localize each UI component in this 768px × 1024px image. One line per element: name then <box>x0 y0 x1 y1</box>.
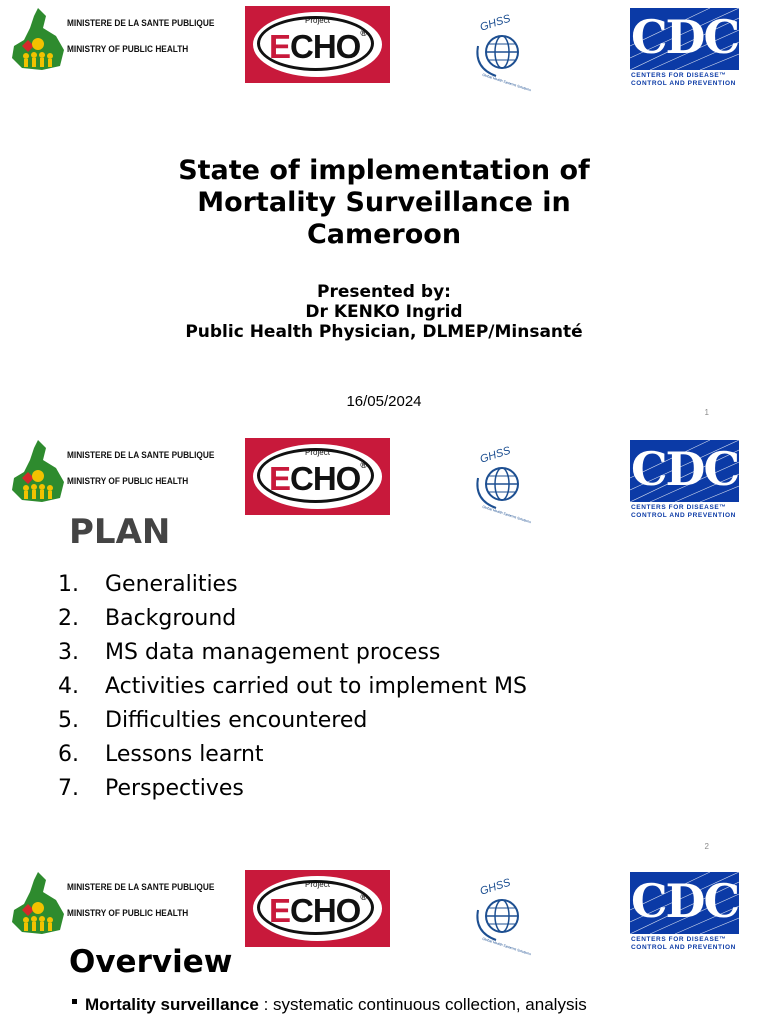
cdc-wordmark: CDC <box>630 874 739 928</box>
svg-text:Global Health Systems Solution: Global Health Systems Solutions <box>481 72 532 92</box>
plan-list <box>58 568 527 806</box>
list-item: 1. Generalities <box>58 572 238 597</box>
project-echo-logo <box>245 870 390 947</box>
slide-3 <box>0 864 768 1024</box>
cameroon-map-emblem <box>8 870 66 936</box>
list-item: 2. Background <box>58 606 237 631</box>
ministry-name-en: MINISTRY OF PUBLIC HEALTH <box>67 44 189 54</box>
cdc-subtitle-1: CENTERS FOR DISEASE™ <box>631 72 727 79</box>
cameroon-map-emblem <box>8 6 66 72</box>
ministry-logo <box>8 870 215 938</box>
svg-text:Global Health Systems Solution: Global Health Systems Solutions <box>481 936 532 956</box>
overview-title: Overview <box>69 944 233 980</box>
overview-bullet <box>72 995 587 1015</box>
cdc-subtitle-2: CONTROL AND PREVENTION <box>631 512 736 519</box>
ghss-globe-logo <box>466 6 544 92</box>
svg-text:GHSS: GHSS <box>478 876 512 898</box>
cdc-subtitle-1: CENTERS FOR DISEASE™ <box>631 936 727 943</box>
cdc-wordmark: CDC <box>630 10 739 64</box>
ministry-name-fr: MINISTERE DE LA SANTE PUBLIQUE <box>67 18 215 28</box>
echo-wordmark: ECHO® <box>269 28 366 65</box>
bullet-icon <box>72 999 77 1004</box>
slide-1 <box>0 0 768 432</box>
presenter-role: Public Health Physician, DLMEP/Minsanté <box>185 322 583 342</box>
cdc-wordmark: CDC <box>630 442 739 496</box>
slide-title: State of implementation of Mortality Surveillance in Cameroon <box>178 155 590 250</box>
cdc-subtitle-2: CONTROL AND PREVENTION <box>631 80 736 87</box>
presenter-name: Dr KENKO Ingrid <box>305 302 463 322</box>
list-item: 3. MS data management process <box>58 640 441 665</box>
cdc-logo <box>630 872 739 954</box>
project-echo-logo <box>245 438 390 515</box>
echo-project-label: Project <box>305 880 330 889</box>
presenter-block <box>60 282 708 342</box>
bullet-term: Mortality surveillance <box>85 995 259 1014</box>
svg-text:Global Health Systems Solution: Global Health Systems Solutions <box>481 504 532 524</box>
list-item: 5. Difficulties encountered <box>58 708 368 733</box>
ghss-globe-logo <box>466 870 544 956</box>
project-echo-logo <box>245 6 390 83</box>
slide-2 <box>0 432 768 864</box>
echo-wordmark: ECHO® <box>269 460 366 497</box>
presentation-date: 16/05/2024 <box>346 393 422 410</box>
svg-text:GHSS: GHSS <box>478 444 512 466</box>
echo-wordmark: ECHO® <box>269 892 366 929</box>
presenter-label: Presented by: <box>317 282 451 302</box>
plan-title: PLAN <box>69 512 171 552</box>
cdc-subtitle-2: CONTROL AND PREVENTION <box>631 944 736 951</box>
bullet-text: : systematic continuous collection, analysis <box>258 995 587 1014</box>
echo-project-label: Project <box>305 448 330 457</box>
ministry-name-en: MINISTRY OF PUBLIC HEALTH <box>67 908 189 918</box>
cdc-subtitle-1: CENTERS FOR DISEASE™ <box>631 504 727 511</box>
svg-text:GHSS: GHSS <box>478 12 512 34</box>
ministry-name-fr: MINISTERE DE LA SANTE PUBLIQUE <box>67 450 215 460</box>
cdc-logo <box>630 440 739 522</box>
ministry-logo <box>8 438 215 506</box>
ghss-globe-logo <box>466 438 544 524</box>
list-item: 4. Activities carried out to implement MS <box>58 674 527 699</box>
ministry-logo <box>8 6 215 74</box>
cameroon-map-emblem <box>8 438 66 504</box>
slide-number: 2 <box>704 842 709 851</box>
ministry-name-en: MINISTRY OF PUBLIC HEALTH <box>67 476 189 486</box>
ministry-name-fr: MINISTERE DE LA SANTE PUBLIQUE <box>67 882 215 892</box>
cdc-logo <box>630 8 739 90</box>
slide-number: 1 <box>704 408 709 417</box>
list-item: 7. Perspectives <box>58 776 244 801</box>
echo-project-label: Project <box>305 16 330 25</box>
list-item: 6. Lessons learnt <box>58 742 264 767</box>
